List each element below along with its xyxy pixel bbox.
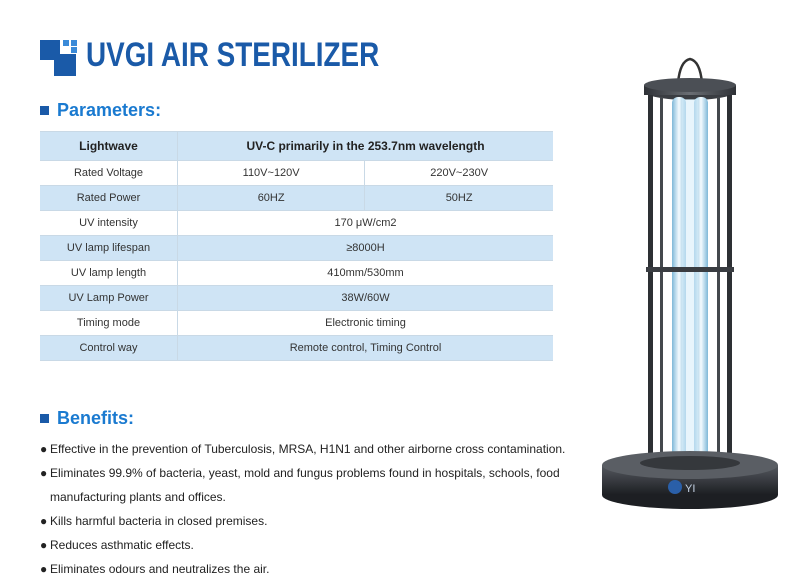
param-value: 110V~120V xyxy=(178,161,365,186)
param-value: Electronic timing xyxy=(178,311,554,336)
param-label: Timing mode xyxy=(40,311,178,336)
param-label: UV intensity xyxy=(40,211,178,236)
table-row xyxy=(40,161,553,186)
param-value: 38W/60W xyxy=(178,286,554,311)
param-value: 410mm/530mm xyxy=(178,261,554,286)
benefit-text: Reduces asthmatic effects. xyxy=(50,538,194,552)
param-label: UV lamp lifespan xyxy=(40,236,178,261)
benefit-text: manufacturing plants and offices. xyxy=(50,490,226,504)
param-label: Control way xyxy=(40,336,178,361)
table-row xyxy=(40,336,553,361)
list-item-continuation xyxy=(40,485,600,509)
benefit-text: Eliminates 99.9% of bacteria, yeast, mold and fungus problems found in hospitals, schools, food xyxy=(50,466,560,480)
benefits-list xyxy=(40,437,600,581)
parameters-heading-label: Parameters: xyxy=(57,100,162,120)
bullet-dot-icon: ● xyxy=(40,514,48,528)
param-label: Rated Power xyxy=(40,186,178,211)
square-bullet-icon xyxy=(40,106,49,115)
bullet-dot-icon: ● xyxy=(40,538,48,552)
bullet-dot-icon: ● xyxy=(40,442,48,456)
param-label: Lightwave xyxy=(40,132,178,161)
param-value: ≥8000H xyxy=(178,236,554,261)
table-row xyxy=(40,236,553,261)
benefit-text: Kills harmful bacteria in closed premises. xyxy=(50,514,268,528)
list-item xyxy=(40,533,600,557)
parameters-table xyxy=(40,131,553,361)
param-label: Rated Voltage xyxy=(40,161,178,186)
param-value: Remote control, Timing Control xyxy=(178,336,554,361)
list-item xyxy=(40,461,600,485)
table-row xyxy=(40,286,553,311)
param-value: 50HZ xyxy=(365,186,553,211)
table-row xyxy=(40,311,553,336)
table-row xyxy=(40,186,553,211)
param-value: 170 μW/cm2 xyxy=(178,211,554,236)
param-label: UV lamp length xyxy=(40,261,178,286)
square-bullet-icon xyxy=(40,414,49,423)
benefits-heading-label: Benefits: xyxy=(57,408,135,428)
list-item xyxy=(40,557,600,581)
benefit-text: Eliminates odours and neutralizes the air. xyxy=(50,562,270,576)
param-value: UV-C primarily in the 253.7nm wavelength xyxy=(178,132,554,161)
table-row xyxy=(40,261,553,286)
brand-logo-icon xyxy=(40,40,76,76)
table-row xyxy=(40,211,553,236)
product-logo-text: YI xyxy=(685,483,696,495)
page-title: UVGI AIR STERILIZER xyxy=(86,36,380,74)
list-item xyxy=(40,437,600,461)
bullet-dot-icon: ● xyxy=(40,466,48,480)
parameters-heading xyxy=(40,100,161,121)
table-row xyxy=(40,132,553,161)
param-value: 60HZ xyxy=(178,186,365,211)
uv-lamp-product-image xyxy=(590,55,790,515)
bullet-dot-icon: ● xyxy=(40,562,48,576)
benefits-heading xyxy=(40,408,134,429)
param-label: UV Lamp Power xyxy=(40,286,178,311)
param-value: 220V~230V xyxy=(365,161,553,186)
benefit-text: Effective in the prevention of Tuberculosis, MRSA, H1N1 and other airborne cross contamination. xyxy=(50,442,566,456)
list-item xyxy=(40,509,600,533)
